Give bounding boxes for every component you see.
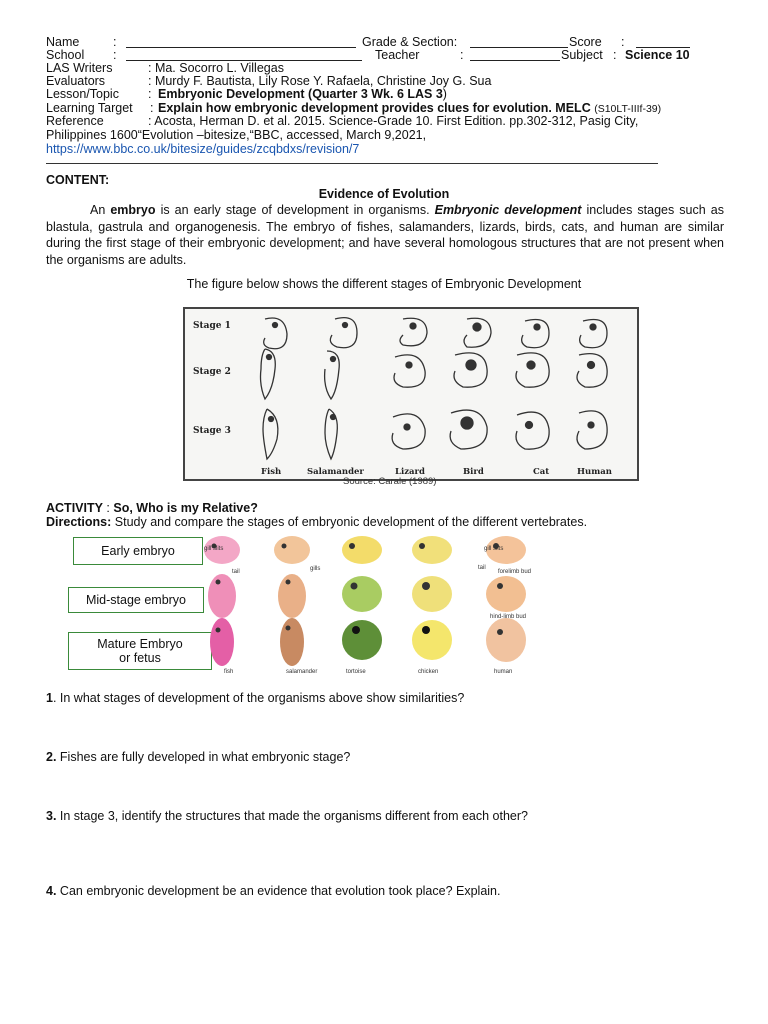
annotation-tail-2: tail bbox=[478, 565, 486, 571]
early-embryo-box: Early embryo bbox=[73, 537, 203, 565]
name-colon: : bbox=[113, 35, 117, 49]
target-colon: : bbox=[150, 101, 154, 115]
organism-salamander: salamander bbox=[286, 669, 318, 675]
subject-label: Subject bbox=[561, 48, 603, 62]
stage-2-label: Stage 2 bbox=[193, 367, 231, 377]
lesson-label: Lesson/Topic bbox=[46, 87, 119, 101]
organism-chicken: chicken bbox=[418, 669, 439, 675]
intro-paragraph: An embryo is an early stage of development in organisms. Embryonic development includes stages such as blastula, gastrula and organogenesis. The embryo of fishes, salamanders, lizards, birds, cats, and human are similar during the first stage of their embryonic development; and have several homologous structures that are not present when the organisms are adults. bbox=[46, 203, 724, 267]
target-value: Explain how embryonic development provides clues for evolution. MELC (S10LT-IIIf-39) bbox=[158, 101, 662, 115]
stage-1-label: Stage 1 bbox=[193, 321, 231, 331]
name-label: Name bbox=[46, 35, 80, 49]
annotation-gill-slits-1: gill slits bbox=[204, 546, 224, 552]
mature-embryo-box: Mature Embryo or fetus bbox=[68, 632, 212, 670]
organism-label-bird: Bird bbox=[463, 467, 484, 477]
embryo-stages-figure bbox=[183, 307, 639, 481]
organism-label-lizard: Lizard bbox=[395, 467, 425, 477]
writers-value: : Ma. Socorro L. Villegas bbox=[148, 61, 284, 75]
school-colon: : bbox=[113, 48, 117, 62]
annotation-hindlimb-bud: hind-limb bud bbox=[490, 614, 527, 620]
annotation-gills: gills bbox=[310, 566, 321, 572]
content-title: Evidence of Evolution bbox=[318, 187, 450, 201]
reference-link[interactable]: https://www.bbc.co.uk/bitesize/guides/zcqbdxs/revision/7 bbox=[46, 142, 360, 156]
score-colon: : bbox=[621, 35, 625, 49]
subject-colon: : bbox=[613, 48, 617, 62]
question-2: 2. Fishes are fully developed in what embryonic stage? bbox=[46, 750, 351, 764]
lesson-colon: : bbox=[148, 87, 152, 101]
teacher-colon: : bbox=[460, 48, 464, 62]
name-field[interactable] bbox=[126, 36, 356, 48]
annotation-gill-slits-2: gill slits bbox=[484, 546, 504, 552]
writers-label: LAS Writers bbox=[46, 61, 113, 75]
question-3: 3. In stage 3, identify the structures that made the organisms different from each other? bbox=[46, 809, 528, 823]
stage-3-label: Stage 3 bbox=[193, 426, 231, 436]
figure-source: Source: Carale (1989) bbox=[343, 476, 437, 487]
organism-label-salamander: Salamander bbox=[307, 467, 364, 477]
reference-label: Reference bbox=[46, 114, 104, 128]
activity-heading: ACTIVITY : So, Who is my Relative? bbox=[46, 501, 258, 515]
figure-intro: The figure below shows the different stages of Embryonic Development bbox=[186, 277, 582, 291]
score-field[interactable] bbox=[636, 36, 690, 48]
target-label: Learning Target bbox=[46, 101, 133, 115]
grade-label: Grade & Section: bbox=[362, 35, 458, 49]
evaluators-value: : Murdy F. Bautista, Lily Rose Y. Rafaela, Christine Joy G. Sua bbox=[148, 74, 492, 88]
annotation-forelimb-bud: forelimb bud bbox=[498, 569, 532, 575]
annotation-tail-1: tail bbox=[232, 569, 240, 575]
teacher-label: Teacher bbox=[375, 48, 420, 62]
question-4: 4. Can embryonic development be an evidence that evolution took place? Explain. bbox=[46, 884, 501, 898]
organism-label-human: Human bbox=[577, 467, 612, 477]
question-1: 1. In what stages of development of the organisms above show similarities? bbox=[46, 691, 465, 705]
divider bbox=[46, 163, 658, 164]
grade-field[interactable] bbox=[470, 36, 568, 48]
content-heading: CONTENT: bbox=[46, 173, 110, 187]
organism-label-fish: Fish bbox=[261, 467, 282, 477]
reference-value: : Acosta, Herman D. et al. 2015. Science-Grade 10. First Edition. pp.302-312, Pasig City, bbox=[148, 114, 639, 128]
embryo-drawings bbox=[245, 309, 635, 467]
organism-fish: fish bbox=[224, 669, 234, 675]
lesson-value: Embryonic Development (Quarter 3 Wk. 6 LAS 3) bbox=[158, 87, 447, 101]
activity-directions: Directions: Study and compare the stages of embryonic development of the different vertebrates. bbox=[46, 515, 588, 529]
subject-value: Science 10 bbox=[625, 48, 690, 62]
organism-tortoise: tortoise bbox=[346, 669, 366, 675]
teacher-field[interactable] bbox=[470, 49, 560, 61]
evaluators-label: Evaluators bbox=[46, 74, 106, 88]
school-field[interactable] bbox=[126, 49, 362, 61]
organism-label-cat: Cat bbox=[533, 467, 550, 477]
mid-stage-embryo-box: Mid-stage embryo bbox=[68, 587, 204, 613]
score-label: Score bbox=[569, 35, 602, 49]
school-label: School bbox=[46, 48, 85, 62]
organism-human: human bbox=[494, 669, 513, 675]
reference-line2: Philippines 1600“Evolution –bitesize,“BBC, accessed, March 9,2021, bbox=[46, 128, 427, 142]
